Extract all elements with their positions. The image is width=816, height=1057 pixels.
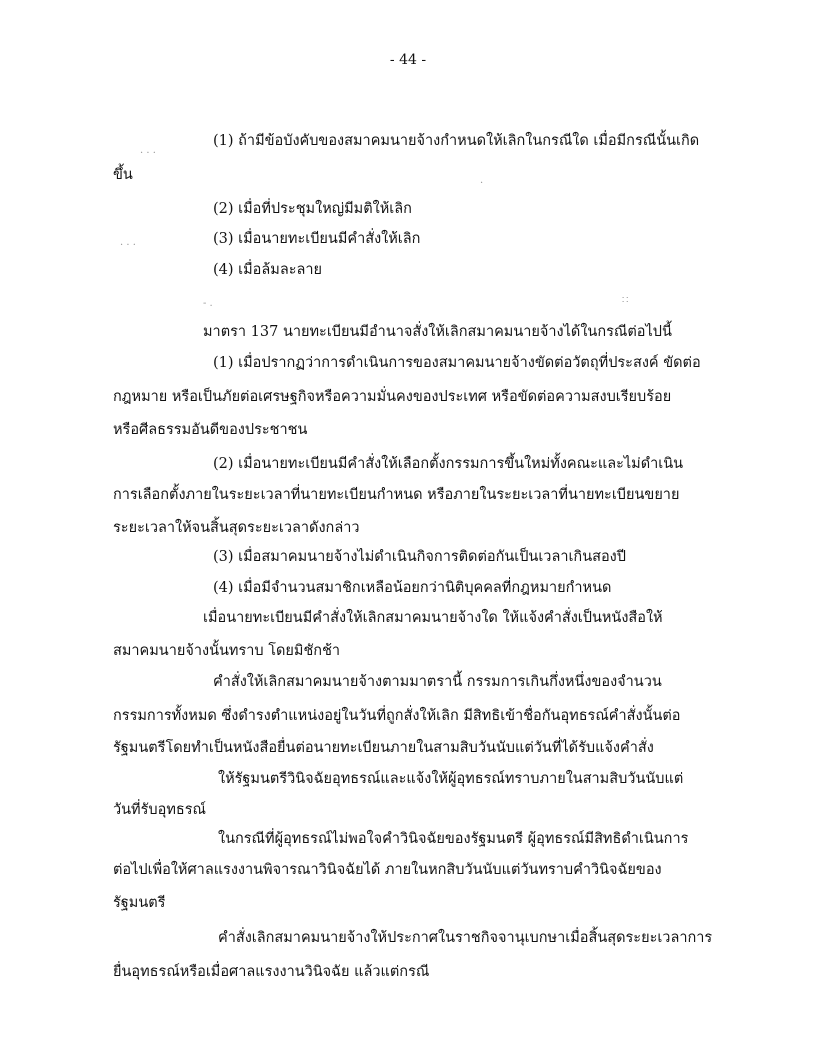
text-line: (4) เมื่อมีจำนวนสมาชิกเหลือน้อยกว่านิติบุคคลที่กฎหมายกำหนด — [213, 580, 612, 596]
text-line: กฎหมาย หรือเป็นภัยต่อเศรษฐกิจหรือความมั่นคงของประเทศ หรือขัดต่อความสงบเรียบร้อย — [113, 389, 672, 405]
text-line: หรือศีลธรรมอันดีของประชาชน — [113, 422, 308, 438]
scan-speck: · — [480, 178, 484, 189]
text-line: (1) ถ้ามีข้อบังคับของสมาคมนายจ้างกำหนดให้เลิกในกรณีใด เมื่อมีกรณีนั้นเกิด — [213, 133, 700, 149]
text-line: การเลือกตั้งภายในระยะเวลาที่นายทะเบียนกำหนด หรือภายในระยะเวลาที่นายทะเบียนขยาย — [113, 487, 680, 503]
text-line: (3) เมื่อสมาคมนายจ้างไม่ดำเนินกิจการติดต่อกันเป็นเวลาเกินสองปี — [213, 549, 626, 565]
text-line: ยื่นอุทธรณ์หรือเมื่อศาลแรงงานวินิจฉัย แล้วแต่กรณี — [113, 964, 430, 980]
text-line: ให้รัฐมนตรีวินิจฉัยอุทธรณ์และแจ้งให้ผู้อุทธรณ์ทราบภายในสามสิบวันนับแต่ — [218, 771, 684, 787]
text-line: ในกรณีที่ผู้อุทธรณ์ไม่พอใจคำวินิจฉัยของรัฐมนตรี ผู้อุทธรณ์มีสิทธิดำเนินการ — [218, 831, 689, 847]
page-number: - 44 - — [389, 52, 427, 68]
text-line: รัฐมนตรีโดยทำเป็นหนังสือยื่นต่อนายทะเบียนภายในสามสิบวันนับแต่วันที่ได้รับแจ้งคำสั่ง — [113, 740, 654, 756]
text-line: (1) เมื่อปรากฏว่าการดำเนินการของสมาคมนายจ้างขัดต่อวัตถุที่ประสงค์ ขัดต่อ — [213, 355, 701, 371]
section-heading-line: มาตรา 137 นายทะเบียนมีอำนาจสั่งให้เลิกสมาคมนายจ้างได้ในกรณีต่อไปนี้ — [203, 324, 672, 340]
scan-speck: · · · — [120, 240, 136, 251]
text-line: ระยะเวลาให้จนสิ้นสุดระยะเวลาดังกล่าว — [113, 520, 360, 536]
text-line: (2) เมื่อนายทะเบียนมีคำสั่งให้เลือกตั้งกรรมการขึ้นใหม่ทั้งคณะและไม่ดำเนิน — [213, 456, 684, 472]
text-line: คำสั่งให้เลิกสมาคมนายจ้างตามมาตรานี้ กรรมการเกินกึ่งหนึ่งของจำนวน — [213, 674, 662, 690]
scan-speck: ∷ — [622, 295, 629, 306]
text-line: รัฐมนตรี — [113, 895, 166, 911]
text-line: ขึ้น — [113, 167, 133, 183]
scan-speck: · · · — [140, 148, 156, 159]
text-line: เมื่อนายทะเบียนมีคำสั่งให้เลิกสมาคมนายจ้างใด ให้แจ้งคำสั่งเป็นหนังสือให้ — [203, 610, 663, 626]
text-line: ต่อไปเพื่อให้ศาลแรงงานพิจารณาวินิจฉัยได้ ภายในหกสิบวันนับแต่วันทราบคำวินิจฉัยของ — [113, 862, 662, 878]
text-line: วันที่รับอุทธรณ์ — [113, 802, 206, 818]
text-line: กรรมการทั้งหมด ซึ่งดำรงตำแหน่งอยู่ในวันที่ถูกสั่งให้เลิก มีสิทธิเข้าชื่อกันอุทธรณ์คำสั่งนั้นต่อ — [113, 708, 681, 724]
text-line: (4) เมื่อล้มละลาย — [213, 262, 323, 278]
text-line: (3) เมื่อนายทะเบียนมีคำสั่งให้เลิก — [213, 231, 421, 247]
scan-speck: - . — [203, 298, 213, 309]
text-line: (2) เมื่อที่ประชุมใหญ่มีมติให้เลิก — [213, 201, 412, 217]
text-line: คำสั่งเลิกสมาคมนายจ้างให้ประกาศในราชกิจจานุเบกษาเมื่อสิ้นสุดระยะเวลาการ — [218, 930, 713, 946]
text-line: สมาคมนายจ้างนั้นทราบ โดยมิชักช้า — [113, 643, 341, 659]
